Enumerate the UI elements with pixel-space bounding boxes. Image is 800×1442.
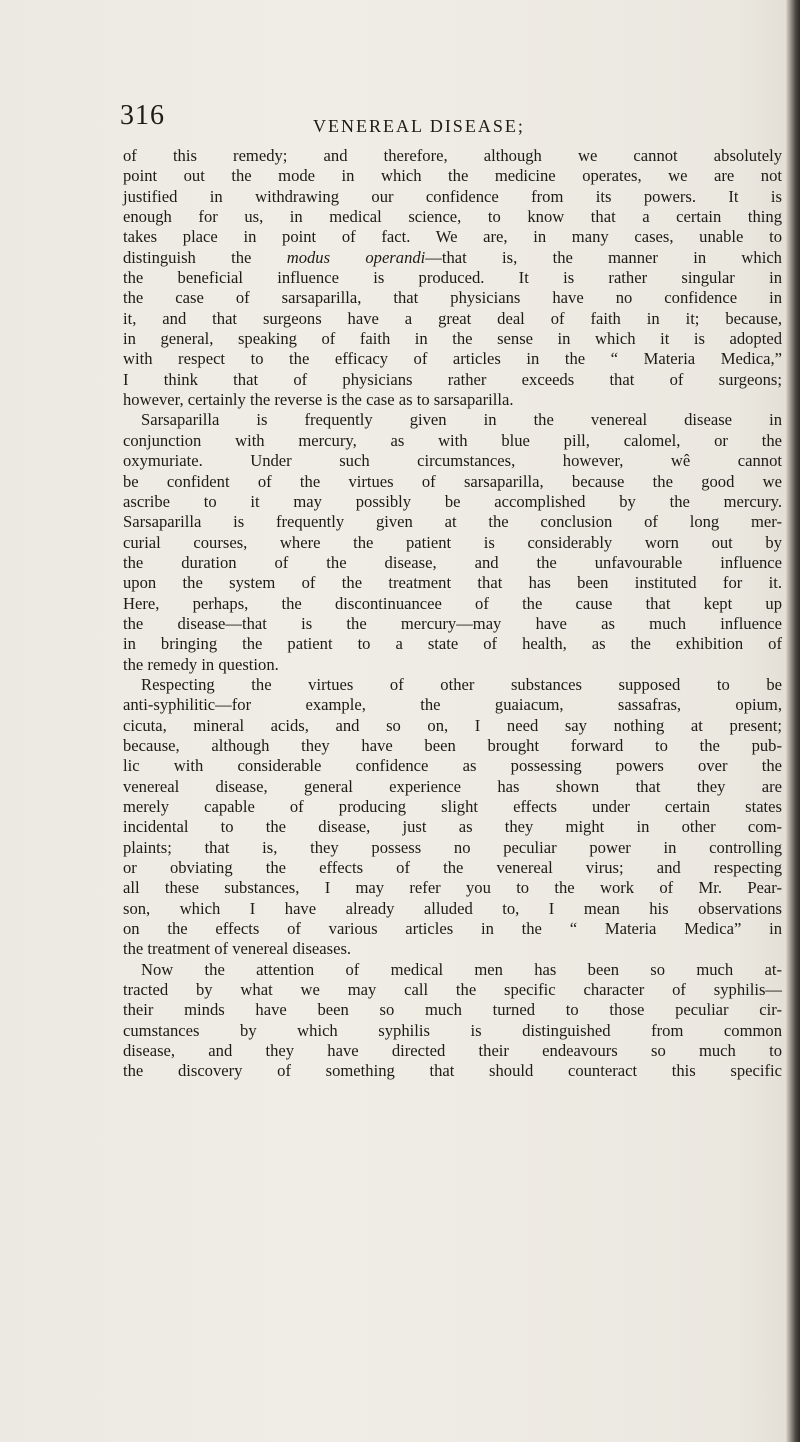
- text-line: venereal disease, general experience has shown that they are: [123, 776, 782, 796]
- page-edge-shadow: [786, 0, 800, 1442]
- text-line: the duration of the disease, and the unfavourable influence: [123, 552, 782, 572]
- text-line: disease, and they have directed their endeavours so much to: [123, 1041, 782, 1061]
- text-line: takes place in point of fact. We are, in many cases, unable to: [123, 227, 782, 247]
- text-line: the disease—that is the mercury—may have as much influence: [123, 613, 782, 633]
- text-line: or obviating the effects of the venereal virus; and respecting: [123, 858, 782, 878]
- text-line: it, and that surgeons have a great deal of faith in it; because,: [123, 308, 782, 328]
- text-line: conjunction with mercury, as with blue pill, calomel, or the: [123, 430, 782, 450]
- text-line: lic with considerable confidence as possessing powers over the: [123, 756, 782, 776]
- text-line: the case of sarsaparilla, that physicians have no confidence in: [123, 288, 782, 308]
- text-line: incidental to the disease, just as they might in other com-: [123, 817, 782, 837]
- text-line: Sarsaparilla is frequently given at the conclusion of long mer-: [123, 512, 782, 532]
- text-line: be confident of the virtues of sarsaparilla, because the good we: [123, 471, 782, 491]
- text-line: their minds have been so much turned to those peculiar cir-: [123, 1000, 782, 1020]
- text-line: the remedy in question.: [123, 654, 279, 674]
- text-line: however, certainly the reverse is the case as to sarsaparilla.: [123, 390, 514, 410]
- text-line: Here, perhaps, the discontinuancee of the cause that kept up: [123, 593, 782, 613]
- text-line: with respect to the efficacy of articles in the “ Materia Medica,”: [123, 349, 782, 369]
- text-line: upon the system of the treatment that has been instituted for it.: [123, 573, 782, 593]
- text-line: justified in withdrawing our confidence from its powers. It is: [123, 186, 782, 206]
- text-line: in general, speaking of faith in the sense in which it is adopted: [123, 329, 782, 349]
- page-number: 316: [120, 100, 165, 131]
- text-line: point out the mode in which the medicine operates, we are not: [123, 166, 782, 186]
- text-line: on the effects of various articles in the “ Materia Medica” in: [123, 919, 782, 939]
- text-line: the beneficial influence is produced. It is rather singular in: [123, 268, 782, 288]
- text-line: merely capable of producing slight effects under certain states: [123, 797, 782, 816]
- text-line: plaints; that is, they possess no peculiar power in controlling: [123, 837, 782, 857]
- text-line: anti-syphilitic—for example, the guaiacum, sassafras, opium,: [123, 695, 782, 715]
- body-text: [123, 146, 782, 1082]
- paragraph-start-line: Now the attention of medical men has been so much at-: [141, 959, 782, 979]
- text-line: cicuta, mineral acids, and so on, I need say nothing at present;: [123, 715, 782, 735]
- text-line: the treatment of venereal diseases.: [123, 939, 352, 959]
- text-line: enough for us, in medical science, to know that a certain thing: [123, 207, 782, 227]
- text-line: tracted by what we may call the specific character of syphilis—: [123, 980, 782, 1000]
- paragraph-start-line: Sarsaparilla is frequently given in the venereal disease in: [141, 410, 782, 430]
- text-line: son, which I have already alluded to, I mean his observations: [123, 898, 782, 918]
- text-line: in bringing the patient to a state of health, as the exhibition of: [123, 634, 782, 654]
- text-line: oxymuriate. Under such circumstances, however, wê cannot: [123, 451, 782, 471]
- text-line: I think that of physicians rather exceeds that of surgeons;: [123, 369, 782, 389]
- text-line: the discovery of something that should counteract this specific: [123, 1061, 782, 1081]
- running-head: VENEREAL DISEASE;: [313, 116, 525, 136]
- text-line: all these substances, I may refer you to the work of Mr. Pear-: [123, 878, 782, 898]
- page-header: [108, 100, 708, 140]
- text-line: ascribe to it may possibly be accomplished by the mercury.: [123, 491, 782, 511]
- text-line: curial courses, where the patient is considerably worn out by: [123, 532, 782, 552]
- italic-phrase: modus operandi: [286, 247, 426, 267]
- text-line: distinguish the modus operandi—that is, the manner in which: [123, 247, 782, 267]
- text-line: cumstances by which syphilis is distinguished from common: [123, 1020, 782, 1040]
- text-line: because, although they have been brought forward to the pub-: [123, 735, 782, 755]
- text-line: of this remedy; and therefore, although we cannot absolutely: [123, 146, 782, 165]
- paragraph-start-line: Respecting the virtues of other substances supposed to be: [141, 674, 782, 694]
